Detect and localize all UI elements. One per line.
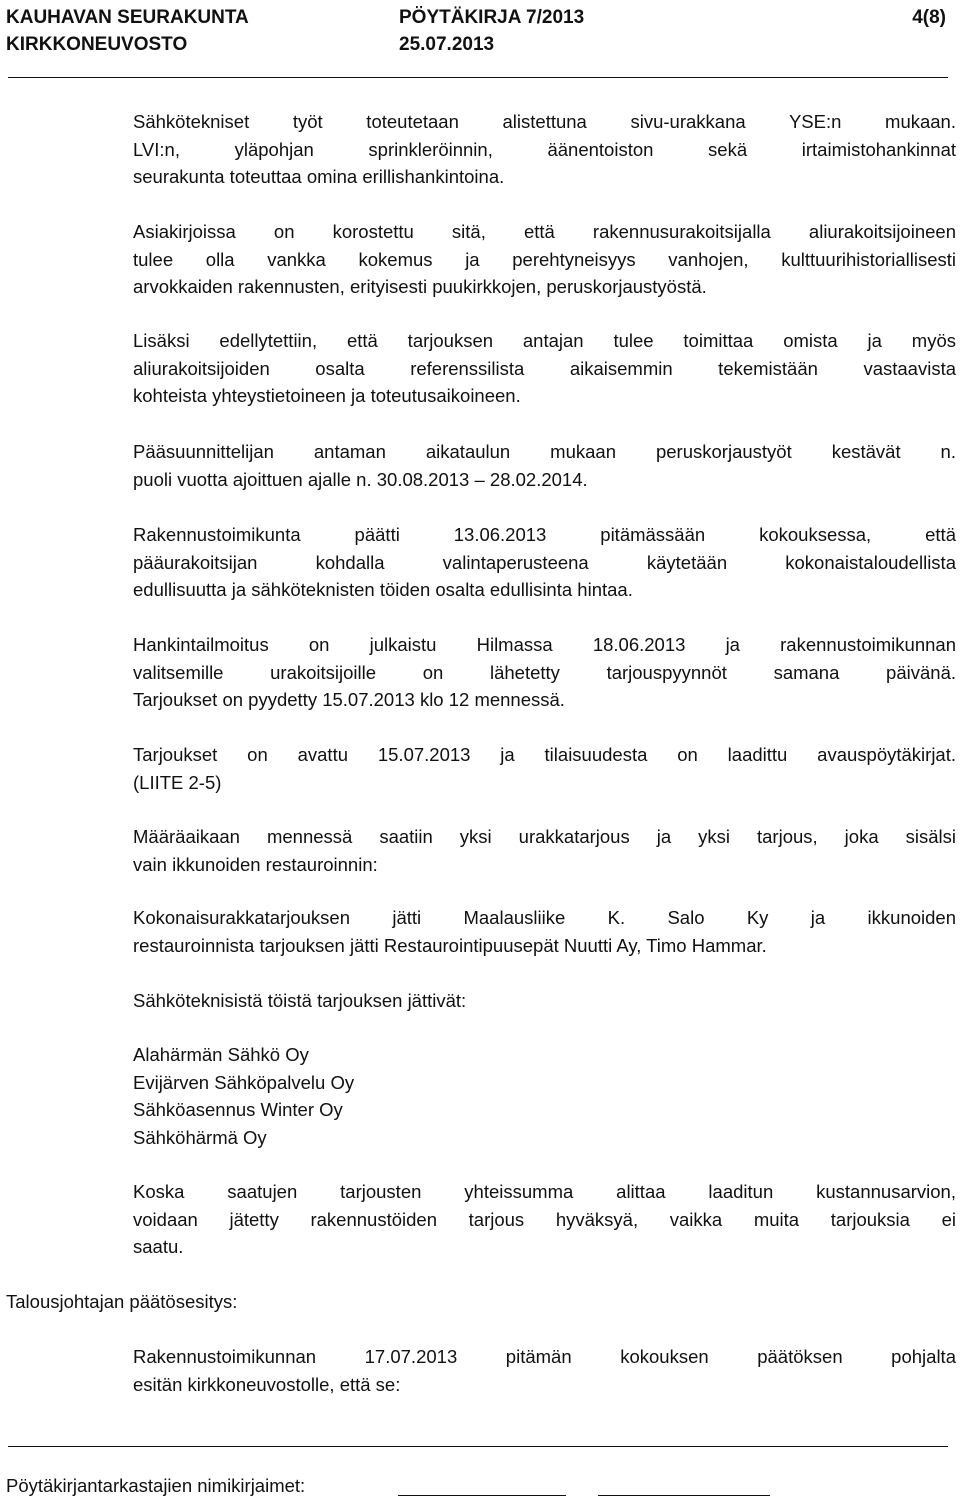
paragraph-proposal bbox=[133, 1343, 956, 1398]
list-item: Sähköasennus Winter Oy bbox=[133, 1099, 343, 1120]
text-line: edullisuutta ja sähköteknisten töiden osalta edullisinta hintaa. bbox=[133, 579, 633, 600]
text-line: voidaan jätetty rakennustöiden tarjous hyväksyä, vaikka muita tarjouksia ei bbox=[133, 1208, 956, 1230]
text-line: tulee olla vankka kokemus ja perehtyneisyys vanhojen, kulttuurihistoriallisesti bbox=[133, 248, 956, 270]
paragraph-acceptance bbox=[133, 1178, 956, 1261]
footer-rule bbox=[8, 1446, 948, 1447]
text-line: Koska saatujen tarjousten yhteissumma alittaa laaditun kustannusarvion, bbox=[133, 1181, 956, 1202]
header-body: KIRKKONEUVOSTO bbox=[6, 34, 188, 55]
text-line: valitsemille urakoitsijoille on lähetetty tarjouspyynnöt samana päivänä. bbox=[133, 661, 956, 683]
text-line: Määräaikaan mennessä saatiin yksi urakkatarjous ja yksi tarjous, joka sisälsi bbox=[133, 826, 956, 847]
proposal-label: Talousjohtajan päätösesitys: bbox=[6, 1291, 238, 1312]
paragraph-experience bbox=[133, 218, 956, 301]
text-line: Rakennustoimikunta päätti 13.06.2013 pitämässään kokouksessa, että bbox=[133, 524, 956, 545]
paragraph-committee-decision bbox=[133, 521, 956, 604]
list-item: Alahärmän Sähkö Oy bbox=[133, 1044, 309, 1065]
paragraph-references bbox=[133, 327, 956, 410]
footer-initials-label: Pöytäkirjantarkastajien nimikirjaimet: bbox=[6, 1475, 306, 1496]
text-line: arvokkaiden rakennusten, erityisesti puukirkkojen, peruskorjaustyöstä. bbox=[133, 276, 707, 297]
text-line: Kokonaisurakkatarjouksen jätti Maalausliike K. Salo Ky ja ikkunoiden bbox=[133, 907, 956, 928]
text-line: Hankintailmoitus on julkaistu Hilmassa 18.06.2013 ja rakennustoimikunnan bbox=[133, 634, 956, 655]
paragraph-electrical-bidders-intro bbox=[133, 987, 956, 1015]
list-item: Sähköhärmä Oy bbox=[133, 1126, 267, 1148]
text-line: Pääsuunnittelijan antaman aikataulun mukaan peruskorjaustyöt kestävät n. bbox=[133, 441, 956, 462]
header-date: 25.07.2013 bbox=[399, 34, 495, 55]
text-line: Sähköteknisistä töistä tarjouksen jättivät: bbox=[133, 990, 467, 1011]
text-line: Tarjoukset on pyydetty 15.07.2013 klo 12 mennessä. bbox=[133, 689, 565, 710]
text-line: saatu. bbox=[133, 1236, 184, 1257]
text-line: seurakunta toteuttaa omina erillishankintoina. bbox=[133, 166, 505, 187]
text-line: Lisäksi edellytettiin, että tarjouksen antajan tulee toimittaa omista ja myös bbox=[133, 330, 956, 351]
list-item: Evijärven Sähköpalvelu Oy bbox=[133, 1071, 355, 1093]
paragraph-bidders bbox=[133, 904, 956, 959]
paragraph-received-bids bbox=[133, 823, 956, 878]
paragraph-procurement-notice bbox=[133, 631, 956, 714]
text-line: Sähkötekniset työt toteutetaan alistettuna sivu-urakkana YSE:n mukaan. bbox=[133, 111, 956, 132]
initials-line bbox=[398, 1495, 566, 1496]
text-line: Asiakirjoissa on korostettu sitä, että rakennusurakoitsijalla aliurakoitsijoineen bbox=[133, 221, 956, 242]
text-line: kohteista yhteystietoineen ja toteutusaikoineen. bbox=[133, 385, 521, 406]
paragraph-opening bbox=[133, 741, 956, 796]
header-rule bbox=[8, 77, 948, 78]
text-line: LVI:n, yläpohjan sprinkleröinnin, äänentoiston sekä irtaimistohankinnat bbox=[133, 138, 956, 160]
text-line: Rakennustoimikunnan 17.07.2013 pitämän kokouksen päätöksen pohjalta bbox=[133, 1346, 956, 1367]
header-page-number: 4(8) bbox=[912, 7, 946, 28]
header-org: KAUHAVAN SEURAKUNTA bbox=[6, 7, 249, 28]
text-line: aliurakoitsijoiden osalta referenssilista aikaisemmin tekemistään vastaavista bbox=[133, 357, 956, 379]
text-line: restauroinnista tarjouksen jätti Restaurointipuusepät Nuutti Ay, Timo Hammar. bbox=[133, 934, 767, 956]
text-line: pääurakoitsijan kohdalla valintaperusteena käytetään kokonaistaloudellista bbox=[133, 551, 956, 573]
text-line: esitän kirkkoneuvostolle, että se: bbox=[133, 1373, 401, 1395]
paragraph-electrical bbox=[133, 108, 956, 191]
header-doc-title: PÖYTÄKIRJA 7/2013 bbox=[399, 7, 585, 28]
text-line: puoli vuotta ajoittuen ajalle n. 30.08.2013 – 28.02.2014. bbox=[133, 468, 588, 490]
text-line: vain ikkunoiden restauroinnin: bbox=[133, 853, 378, 875]
electrical-bidders-list bbox=[133, 1041, 354, 1151]
initials-line bbox=[598, 1495, 770, 1496]
text-line: Tarjoukset on avattu 15.07.2013 ja tilaisuudesta on laadittu avauspöytäkirjat. bbox=[133, 744, 956, 765]
paragraph-schedule bbox=[133, 438, 956, 493]
text-line: (LIITE 2-5) bbox=[133, 771, 222, 793]
